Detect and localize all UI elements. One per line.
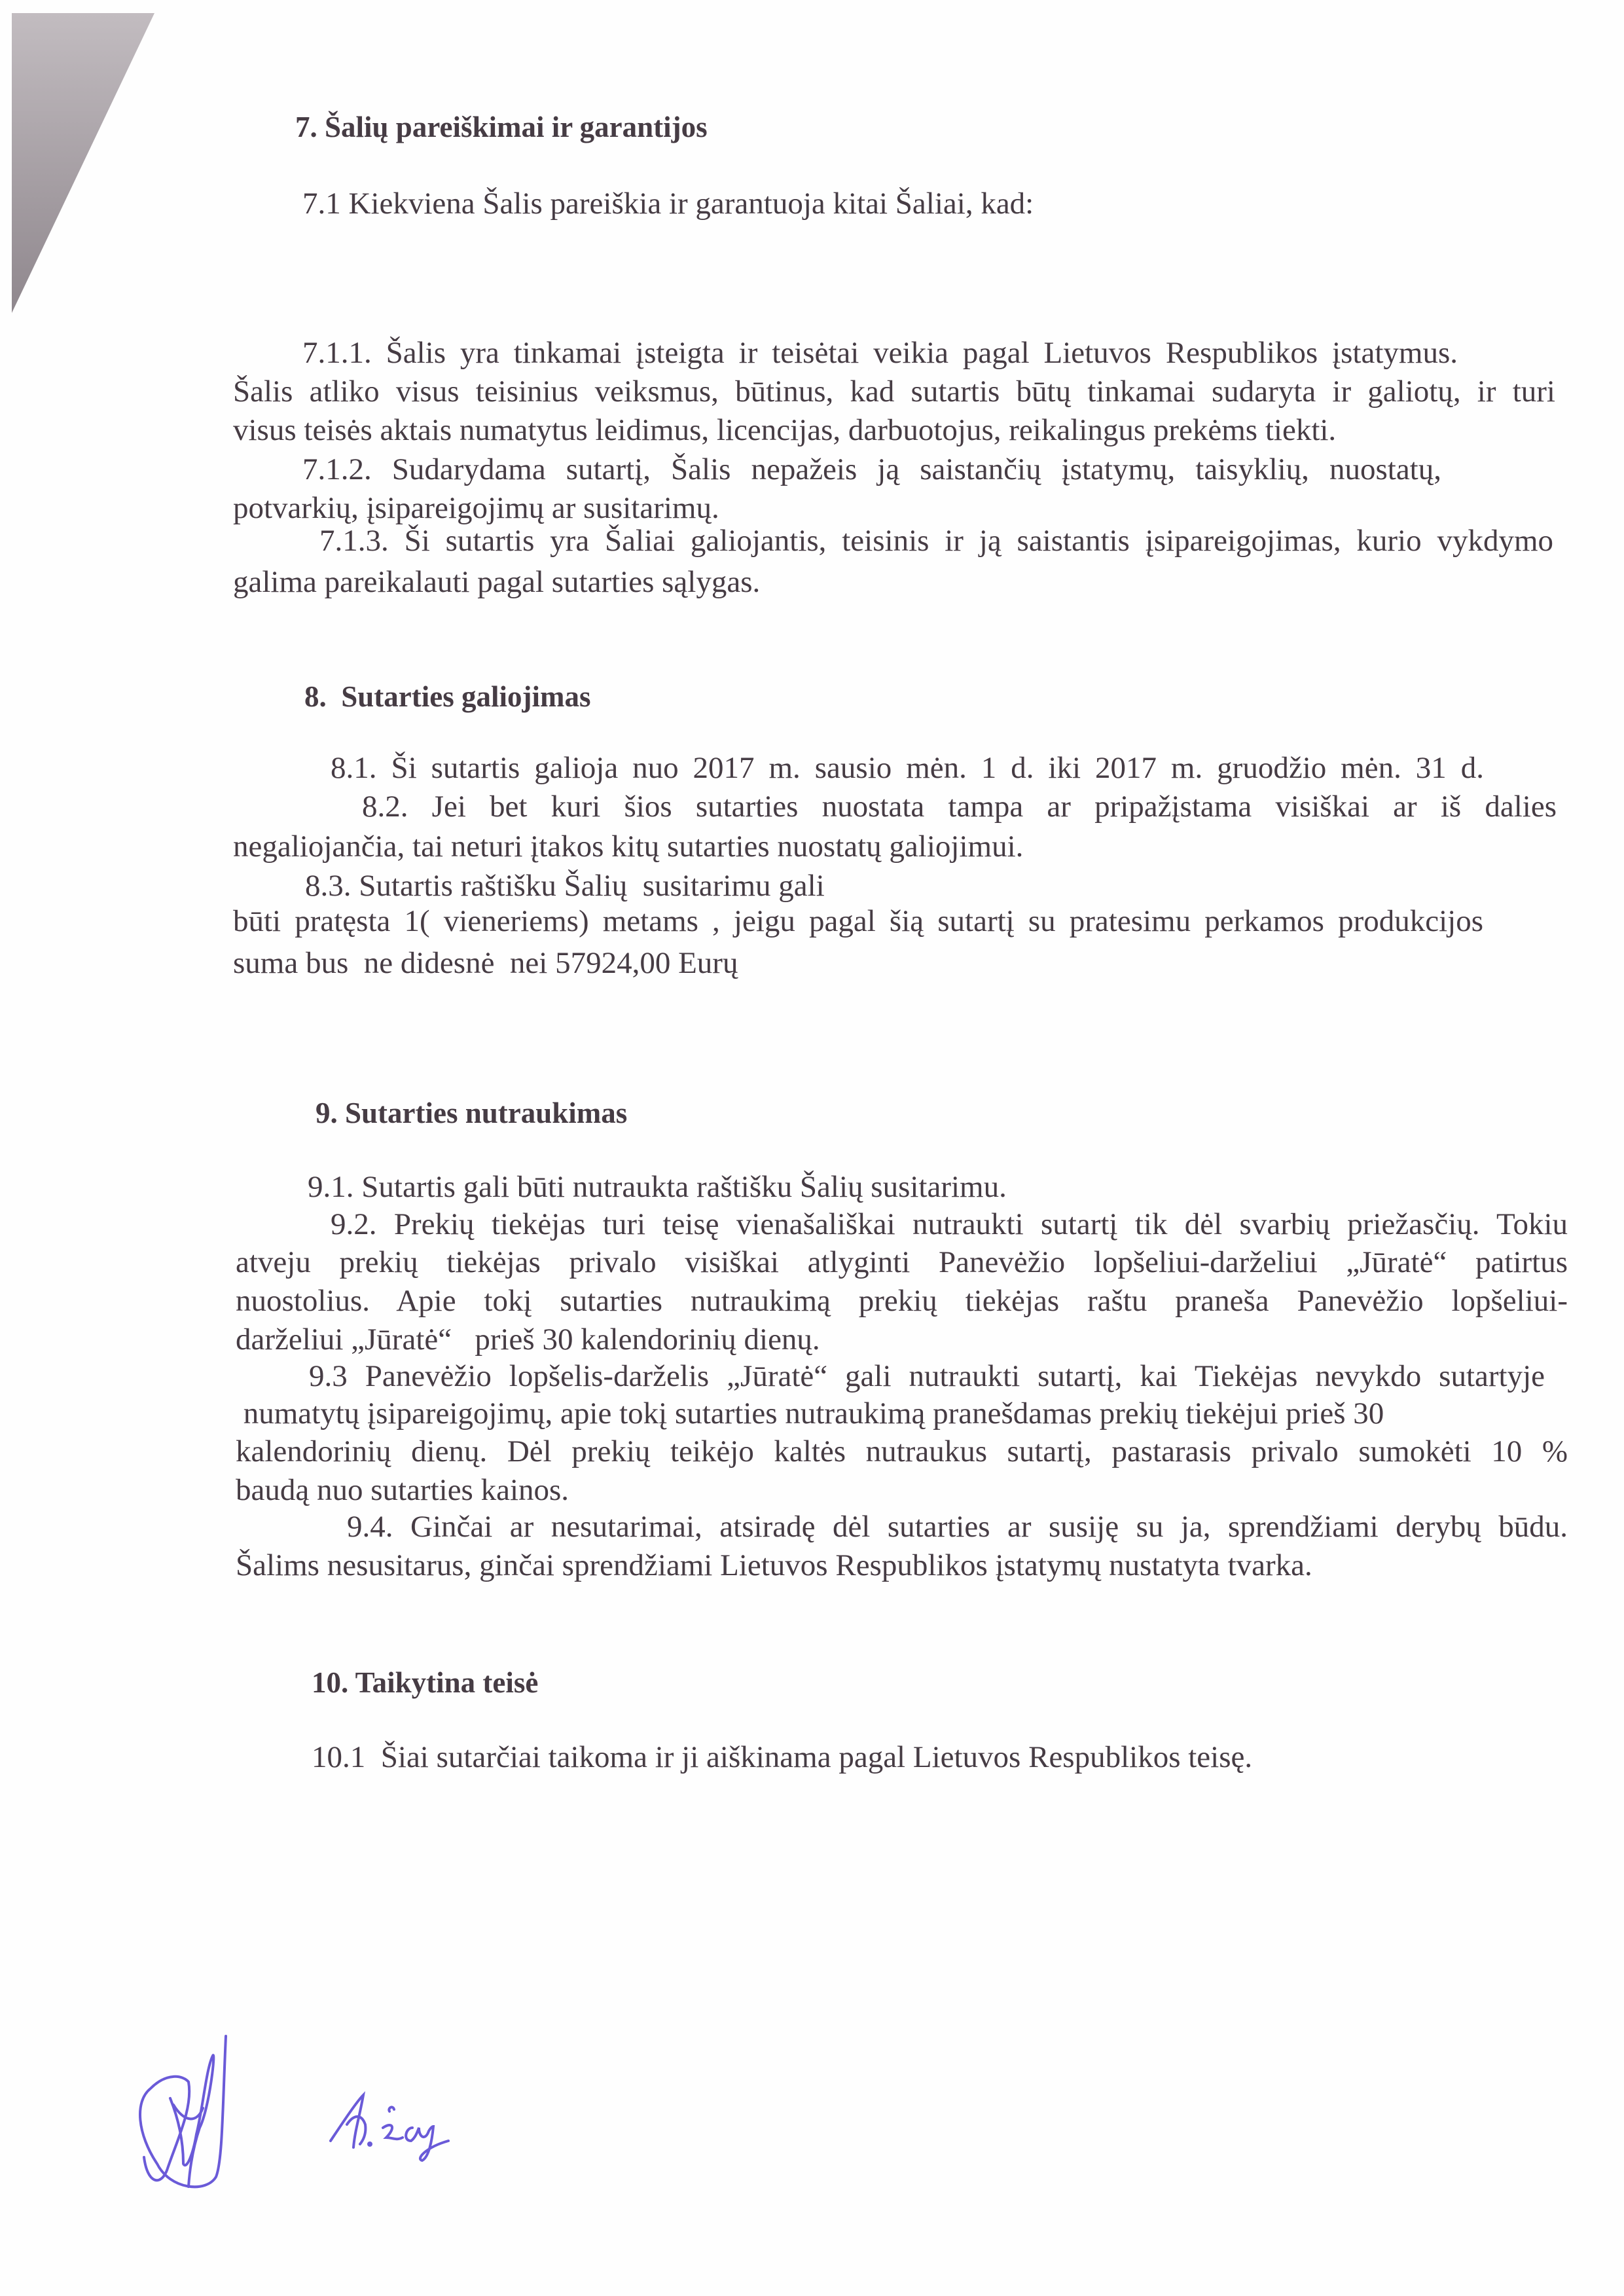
paragraph-line: 9.2. Prekių tiekėjas turi teisę vienašališkai nutraukti sutartį tik dėl svarbių priežasčių. Tokiu bbox=[331, 1207, 1568, 1241]
paragraph-line: 7.1.3. Ši sutartis yra Šaliai galiojantis, teisinis ir ją saistantis įsipareigojimas, kurio vykdymo bbox=[319, 524, 1553, 558]
paragraph-line: numatytų įsipareigojimų, apie tokį sutarties nutraukimą pranešdamas prekių tiekėjui prieš 30 bbox=[236, 1396, 1384, 1430]
paragraph-line: būti pratęsta 1( vieneriems) metams , jeigu pagal šią sutartį su pratesimu perkamos produkcijos bbox=[233, 904, 1483, 938]
paragraph-line: baudą nuo sutarties kainos. bbox=[236, 1473, 569, 1507]
section-heading-10: 10. Taikytina teisė bbox=[312, 1666, 539, 1699]
paragraph-line: 9.4. Ginčai ar nesutarimai, atsiradę dėl sutarties ar susiję su ja, sprendžiami derybų būdu. bbox=[347, 1510, 1568, 1544]
signature-1 bbox=[131, 2030, 340, 2213]
paragraph-line: 8.2. Jei bet kuri šios sutarties nuostata tampa ar pripažįstama visiškai ar iš dalies bbox=[362, 790, 1557, 824]
paragraph-line: darželiui „Jūratė“ prieš 30 kalendorinių dienų. bbox=[236, 1322, 820, 1357]
paragraph-line: suma bus ne didesnė nei 57924,00 Eurų bbox=[233, 946, 738, 980]
paragraph-7-1: 7.1 Kiekviena Šalis pareiškia ir garantuoja kitai Šaliai, kad: bbox=[302, 187, 1034, 221]
paragraph-line: 9.1. Sutartis gali būti nutraukta raštišku Šalių susitarimu. bbox=[308, 1170, 1007, 1204]
paragraph-line: 8.1. Ši sutartis galioja nuo 2017 m. sausio mėn. 1 d. iki 2017 m. gruodžio mėn. 31 d. bbox=[331, 751, 1484, 785]
paragraph-line: kalendorinių dienų. Dėl prekių teikėjo kaltės nutraukus sutartį, pastarasis privalo sumokėti 10 % bbox=[236, 1434, 1568, 1468]
paragraph-line: 7.1.1. Šalis yra tinkamai įsteigta ir teisėtai veikia pagal Lietuvos Respublikos įstatymus. bbox=[302, 336, 1458, 370]
paragraph-line: Šalis atliko visus teisinius veiksmus, būtinus, kad sutartis būtų tinkamai sudaryta ir galiotų, ir turi bbox=[233, 374, 1555, 409]
paragraph-line: atveju prekių tiekėjas privalo visiškai atlyginti Panevėžio lopšeliui-darželiui „Jūratė“ patirtus bbox=[236, 1245, 1568, 1279]
folded-page-corner bbox=[0, 0, 262, 367]
paragraph-line: Šalims nesusitarus, ginčai sprendžiami Lietuvos Respublikos įstatymų nustatyta tvarka. bbox=[236, 1548, 1312, 1582]
section-heading-8: 8. Sutarties galiojimas bbox=[304, 680, 591, 713]
section-heading-7: 7. Šalių pareiškimai ir garantijos bbox=[295, 111, 708, 143]
paragraph-line: 8.3. Sutartis raštišku Šalių susitarimu gali bbox=[305, 869, 825, 903]
paragraph-10-1: 10.1 Šiai sutarčiai taikoma ir ji aiškinama pagal Lietuvos Respublikos teisę. bbox=[312, 1740, 1253, 1774]
section-heading-9: 9. Sutarties nutraukimas bbox=[316, 1097, 628, 1129]
paragraph-line: 9.3 Panevėžio lopšelis-darželis „Jūratė“ gali nutraukti sutartį, kai Tiekėjas nevykdo sutartyje bbox=[309, 1359, 1545, 1393]
paragraph-line: galima pareikalauti pagal sutarties sąlygas. bbox=[233, 565, 761, 599]
paragraph-line: visus teisės aktais numatytus leidimus, licencijas, darbuotojus, reikalingus prekėms tiekti. bbox=[233, 413, 1337, 447]
signature-2 bbox=[314, 2075, 484, 2180]
paragraph-line: nuostolius. Apie tokį sutarties nutraukimą prekių tiekėjas raštu praneša Panevėžio lopšeliui- bbox=[236, 1284, 1568, 1318]
paragraph-line: potvarkių, įsipareigojimų ar susitarimų. bbox=[233, 491, 719, 525]
paragraph-line: negaliojančia, tai neturi įtakos kitų sutarties nuostatų galiojimui. bbox=[233, 829, 1024, 864]
paragraph-line: 7.1.2. Sudarydama sutartį, Šalis nepažeis ją saistančių įstatymų, taisyklių, nuostatų, bbox=[302, 452, 1441, 486]
